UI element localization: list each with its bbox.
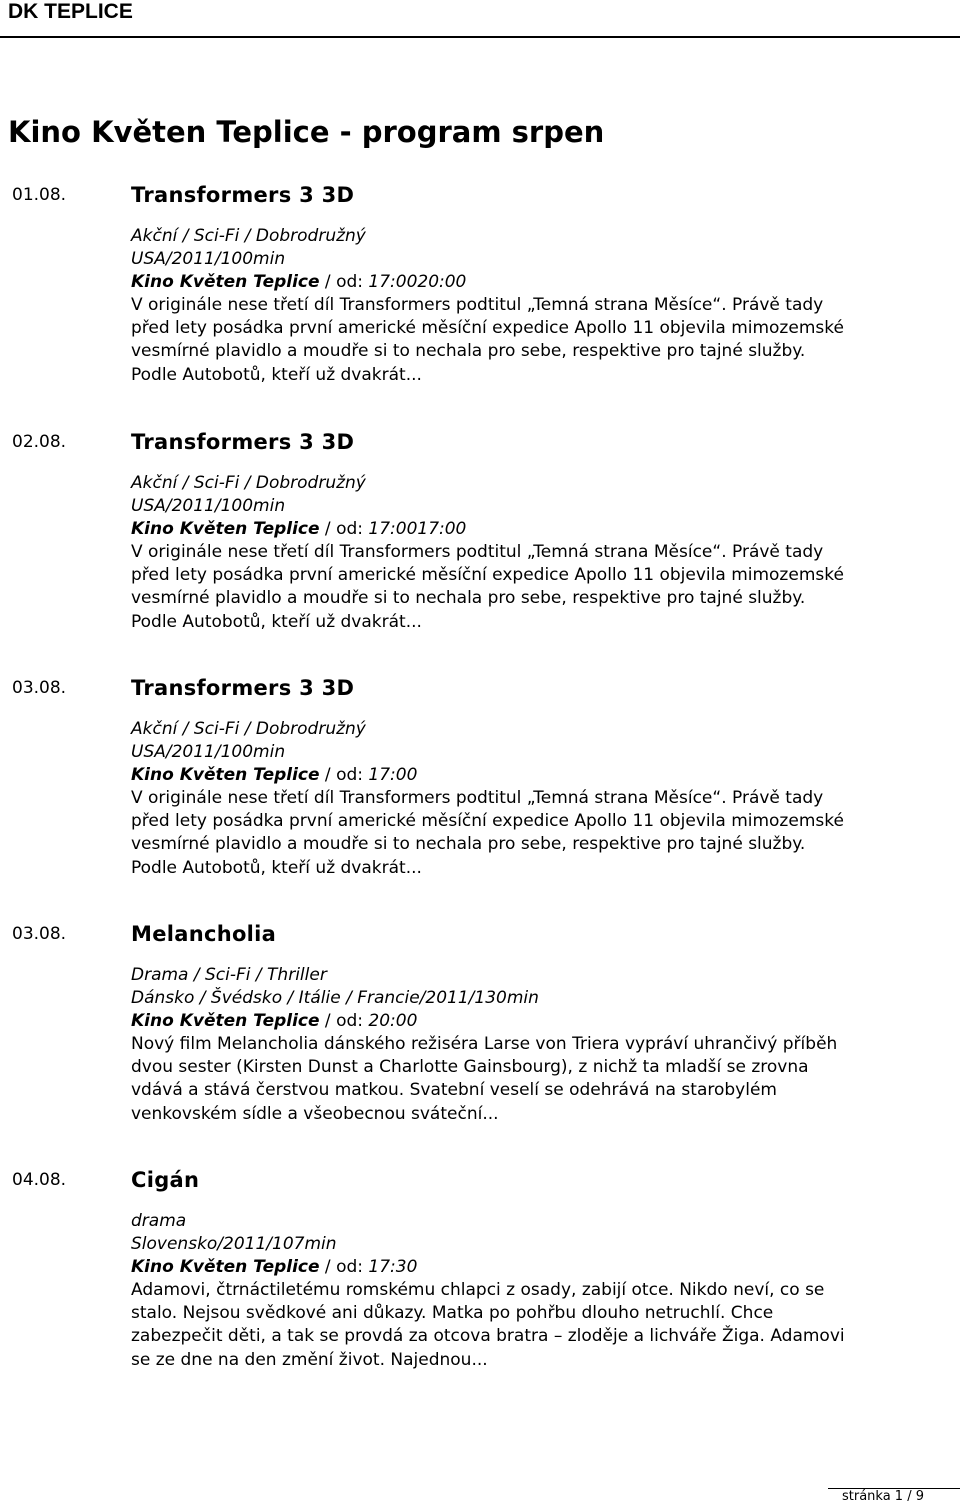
entry-time-prefix: / od: <box>319 1257 369 1277</box>
entry-date: 02.08. <box>12 432 67 452</box>
entry-venue-line <box>131 764 856 787</box>
entry-origin: Dánsko / Švédsko / Itálie / Francie/2011/130min <box>131 988 539 1008</box>
entry-body <box>131 430 856 634</box>
entry-origin: USA/2011/100min <box>131 249 286 269</box>
entry-venue: Kino Květen Teplice <box>131 765 320 785</box>
entry-venue: Kino Květen Teplice <box>131 1257 320 1277</box>
entry-genre: Akční / Sci-Fi / Dobrodružný <box>131 473 366 493</box>
entry-time-prefix: / od: <box>319 519 369 539</box>
entry-description: Adamovi, čtrnáctiletému romskému chlapci z osady, zabijí otce. Nikdo neví, co se stalo. Nejsou svědkové ani důkazy. Matka po pohřbu dlouho netruchlí. Chce zabezpečit děti, a tak se provdá za otcova bratra – zloděje a lichváře Žiga. Adamovi se ze dne na den změní život. Najednou... <box>131 1280 845 1370</box>
entry-title: Melancholia <box>131 922 277 946</box>
entry-title: Transformers 3 3D <box>131 676 355 700</box>
entry-title: Transformers 3 3D <box>131 430 355 454</box>
entry-body <box>131 183 856 387</box>
entry-venue-line <box>131 271 856 294</box>
entry-body <box>131 1168 856 1372</box>
entry-description: Nový film Melancholia dánského režiséra Larse von Triera vypráví uhrančivý příběh dvou sester (Kirsten Dunst a Charlotte Gainsbourg), z nichž ta mladší se zrovna vdává a stává čerstvou matkou. Svatební veselí se odehrává na starobylém venkovském sídle a všeobecnou sváteční... <box>131 1034 838 1124</box>
entry-time: 17:0020:00 <box>368 272 467 292</box>
entry-date: 03.08. <box>12 924 67 944</box>
entry-venue-line <box>131 1256 856 1279</box>
entry-genre: Drama / Sci-Fi / Thriller <box>131 965 327 985</box>
entry-date: 04.08. <box>12 1170 67 1190</box>
entry-description: V originále nese třetí díl Transformers podtitul „Temná strana Měsíce“. Právě tady před lety posádka první americké měsíční expedice Apollo 11 objevila mimozemské vesmírné plavidlo a moudře si to nechala pro sebe, respektive pro tajné služby. Podle Autobotů, kteří už dvakrát... <box>131 788 844 878</box>
entry-title: Cigán <box>131 1168 200 1192</box>
entry-body <box>131 676 856 880</box>
entry-venue: Kino Květen Teplice <box>131 1011 320 1031</box>
entry-time: 17:30 <box>368 1257 418 1277</box>
entry-description: V originále nese třetí díl Transformers podtitul „Temná strana Měsíce“. Právě tady před lety posádka první americké měsíční expedice Apollo 11 objevila mimozemské vesmírné plavidlo a moudře si to nechala pro sebe, respektive pro tajné služby. Podle Autobotů, kteří už dvakrát... <box>131 295 844 385</box>
page-indicator: stránka 1 / 9 <box>841 1489 924 1504</box>
entry-time: 17:00 <box>368 765 418 785</box>
header-divider <box>0 36 960 38</box>
entry-time-prefix: / od: <box>319 1011 369 1031</box>
entry-venue: Kino Květen Teplice <box>131 272 320 292</box>
entry-origin: USA/2011/100min <box>131 496 286 516</box>
entry-title: Transformers 3 3D <box>131 183 355 207</box>
entry-body <box>131 922 856 1126</box>
entry-time-prefix: / od: <box>319 765 369 785</box>
entry-venue-line <box>131 1010 856 1033</box>
page-title: Kino Květen Teplice - program srpen <box>8 115 605 149</box>
entry-time: 17:0017:00 <box>368 519 467 539</box>
entry-genre: Akční / Sci-Fi / Dobrodružný <box>131 719 366 739</box>
entry-venue-line <box>131 518 856 541</box>
entry-time-prefix: / od: <box>319 272 369 292</box>
entry-date: 01.08. <box>12 185 67 205</box>
entry-genre: drama <box>131 1211 187 1231</box>
entry-venue: Kino Květen Teplice <box>131 519 320 539</box>
entry-origin: Slovensko/2011/107min <box>131 1234 337 1254</box>
header-brand: DK TEPLICE <box>8 0 133 23</box>
entry-origin: USA/2011/100min <box>131 742 286 762</box>
entry-date: 03.08. <box>12 678 67 698</box>
entry-description: V originále nese třetí díl Transformers podtitul „Temná strana Měsíce“. Právě tady před lety posádka první americké měsíční expedice Apollo 11 objevila mimozemské vesmírné plavidlo a moudře si to nechala pro sebe, respektive pro tajné služby. Podle Autobotů, kteří už dvakrát... <box>131 542 844 632</box>
entry-time: 20:00 <box>368 1011 418 1031</box>
entry-genre: Akční / Sci-Fi / Dobrodružný <box>131 226 366 246</box>
